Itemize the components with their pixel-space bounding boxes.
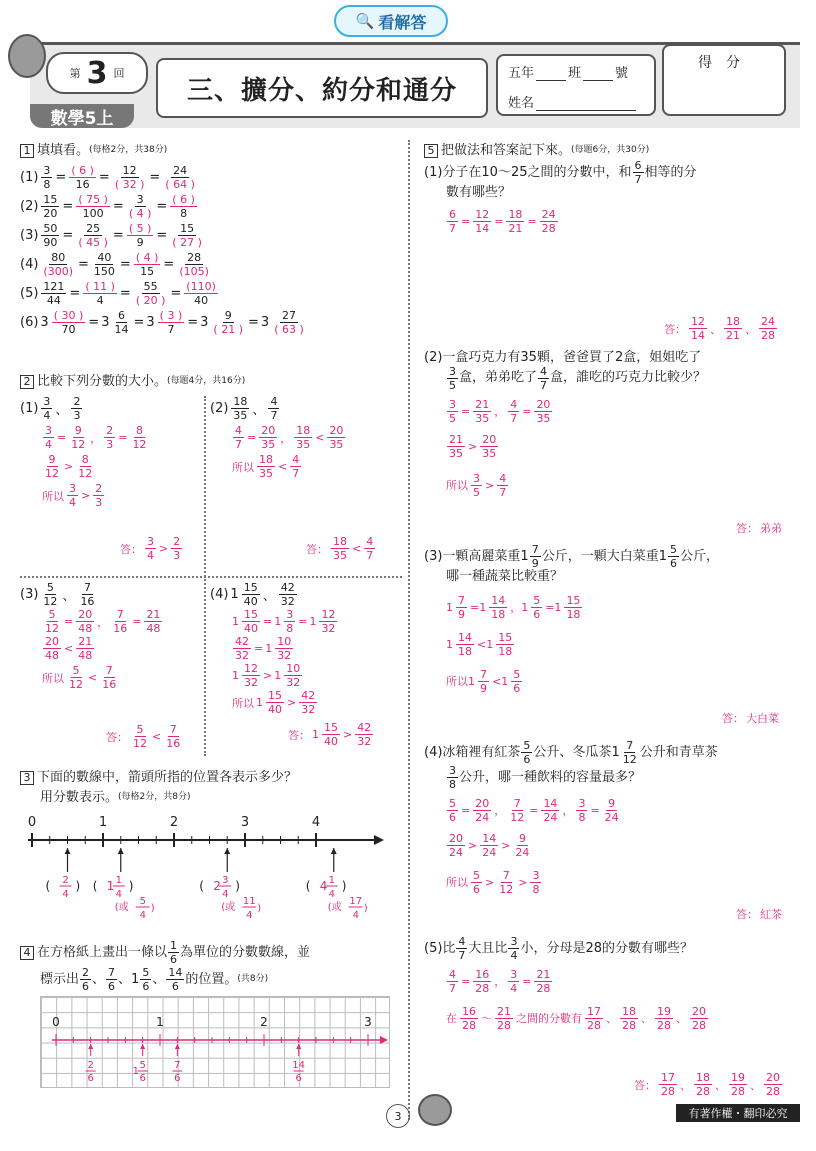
- s5-q5: (5)比 $\frac{4}{7}$ 大且比 $\frac{3}{4}$ 小，分母是28的分數有哪些？ $\frac{4}{7}$ = $\frac{16}{28}$ ， $\frac{3}{4}$ = $\frac{21}{28}$ 在 $\frac{16}{28}$ ～ $\frac{21}{28}$ 之間的分數有 $\frac{17}{28}$ 、 $\frac{18}{28}$ 、 $\frac{19}{28}$ 、 $\frac{20}{28}$: [424, 935, 706, 1032]
- fill-row: (3) $\frac{50}{90}$ = $\frac{25}{( 45 )}$ = $\frac{( 5 )}{9}$ = $\frac{15}{( 27 )}$: [20, 222, 202, 249]
- fraction: $\frac{( 5 )}{9}$: [128, 222, 152, 249]
- fraction: $\frac{9}{( 21 )}$: [213, 309, 243, 336]
- section-1-rows: [20, 165, 307, 339]
- fraction: $\frac{3}{8}$: [43, 164, 51, 191]
- fraction: $\frac{55}{( 20 )}$: [135, 280, 166, 307]
- fraction: $\frac{20}{48}$: [45, 635, 59, 662]
- whole: 1: [106, 879, 115, 893]
- fraction: $\frac{20}{24}$: [475, 797, 490, 824]
- s5-q2: (2)一盒巧克力有35顆，爸爸買了2盒，姐姐吃了 $\frac{3}{5}$ 盒，弟弟吃了 $\frac{4}{7}$ 盒，誰吃的巧克力比較少？ $\frac{3}{5}$ = $\frac{21}{35}$ ， $\frac{4}{7}$ = $\frac{20}{35}$ $\frac{21}{35}$ > $\frac{20}{35}$ 所以 $\frac{3}{5}$ > $\frac{4}{7}$: [424, 350, 707, 499]
- alt-numerator: 5: [139, 896, 146, 907]
- s5-q3-answer: 答： 大白菜: [722, 712, 779, 725]
- fraction: $\frac{18}{35}$: [233, 395, 248, 422]
- answer-label: [199, 875, 261, 921]
- fraction: $\frac{2}{3}$: [173, 535, 181, 562]
- fraction: $\frac{5}{6}$: [513, 667, 521, 695]
- numerator: 1: [115, 875, 122, 886]
- fraction: $\frac{18}{35}$: [333, 535, 347, 562]
- tick-label: 3: [240, 815, 250, 830]
- mark-label: [133, 1060, 148, 1084]
- fraction: $\frac{4}{7}$: [458, 935, 466, 962]
- tick-label: 2: [260, 1015, 268, 1029]
- fraction: $\frac{17}{28}$: [587, 1005, 601, 1032]
- fraction: $\frac{21}{28}$: [497, 1005, 511, 1032]
- s2-q4-answer: 答： 1 $\frac{15}{40}$ > $\frac{42}{32}$: [288, 721, 372, 748]
- tick-label: 1: [156, 1015, 164, 1029]
- fraction: $\frac{3}{4}$: [45, 424, 52, 451]
- fraction: $\frac{14}{24}$: [482, 832, 497, 859]
- fraction: $\frac{12}{14}$: [475, 207, 490, 235]
- fraction: $\frac{7}{12}$: [510, 797, 525, 824]
- fraction: $\frac{5}{6}$: [449, 797, 456, 824]
- fraction: $\frac{7}{12}$: [499, 869, 514, 896]
- fraction: $\frac{15}{( 27 )}$: [172, 222, 202, 249]
- fraction: $\frac{3}{( 4 )}$: [128, 193, 152, 220]
- pointer-arrowhead: [331, 848, 337, 854]
- mark-denominator: 6: [139, 1073, 146, 1084]
- fraction: $\frac{14}{6}$: [168, 966, 183, 993]
- fraction: $\frac{24}{28}$: [541, 207, 556, 235]
- subject-tab: 數學5上: [30, 104, 134, 128]
- s5-q1-answer: 答： $\frac{12}{14}$ 、 $\frac{18}{21}$ 、 $\frac{24}{28}$: [664, 315, 775, 342]
- section-1-title: 1 填填看。 (每格2分，共38分): [20, 143, 167, 159]
- fraction: $\frac{7}{16}$: [113, 608, 128, 635]
- page-number: 3: [386, 1104, 410, 1128]
- fraction: $\frac{42}{32}$: [357, 721, 372, 748]
- lesson-badge: 第 3 回: [46, 52, 148, 94]
- whole: 2: [213, 879, 221, 893]
- alt-numerator: 17: [349, 896, 363, 907]
- fraction: $\frac{17}{28}$: [661, 1071, 675, 1098]
- section-3-title: 3 下面的數線中，箭頭所指的位置各表示多少？ 用分數表示。 (每格2分，共8分): [20, 770, 297, 805]
- number-line-4: [40, 996, 400, 1088]
- section-2-title: 2 比較下列分數的大小。 (每題4分，共16分): [20, 374, 245, 390]
- alt-denominator: 4: [246, 910, 253, 921]
- magnifier-icon: 🔍: [355, 12, 375, 30]
- fraction: $\frac{9}{24}$: [515, 832, 530, 859]
- fraction: $\frac{5}{6}$: [523, 739, 531, 766]
- fraction: $\frac{15}{18}$: [498, 630, 513, 658]
- fraction: $\frac{3}{8}$: [286, 608, 294, 635]
- alt-paren: ): [363, 903, 368, 914]
- fill-row: (4) $\frac{80}{(300)}$ = $\frac{40}{150}$ = $\frac{( 4 )}{15}$ = $\frac{28}{(105)}$: [20, 251, 209, 278]
- fraction: $\frac{5}{6}$: [670, 543, 677, 570]
- fraction: $\frac{20}{35}$: [261, 424, 276, 451]
- fill-row: (5) $\frac{121}{44}$ = $\frac{( 11 )}{4}$ = $\frac{55}{( 20 )}$ = $\frac{(110)}{40}$: [20, 280, 216, 307]
- answer-label: [93, 875, 155, 921]
- fraction: $\frac{1}{6}$: [170, 939, 178, 966]
- fraction: $\frac{4}{7}$: [366, 535, 374, 562]
- fraction: $\frac{25}{( 45 )}$: [78, 222, 108, 249]
- fraction: $\frac{10}{32}$: [277, 635, 292, 662]
- fraction: $\frac{18}{21}$: [726, 315, 740, 342]
- or-label: (或: [327, 902, 342, 913]
- answer-label: [306, 875, 368, 921]
- pointer-arrowhead: [118, 848, 124, 854]
- s5-q3: (3)一顆高麗菜重 1 $\frac{7}{9}$ 公斤，一顆大白菜重 1 $\frac{5}{6}$ 公斤， 哪一種蔬菜比較重？ 1 $\frac{7}{9}$ =1 $\frac{14}{18}$ ，1 $\frac{5}{6}$ =1 $\frac{15}{18}$ 1 $\frac{14}{18}$ <1 $\frac{15}{18}$ 所以1 $\frac{7}{9}$ <1 $\frac{5}{6}$: [424, 543, 720, 695]
- fraction: $\frac{16}{28}$: [475, 968, 490, 995]
- fraction: $\frac{15}{40}$: [324, 721, 338, 748]
- tick-label: 2: [169, 815, 179, 830]
- fraction: $\frac{50}{90}$: [43, 222, 58, 249]
- section-5-title: 5 把做法和答案記下來。 (每題6分，共30分): [424, 143, 649, 159]
- mark-label: [292, 1060, 305, 1084]
- denominator: 4: [62, 889, 69, 900]
- fraction: $\frac{3}{4}$: [147, 535, 154, 562]
- fraction: $\frac{12}{32}$: [244, 662, 258, 689]
- fraction: $\frac{5}{6}$: [473, 869, 480, 896]
- paren: (: [305, 879, 311, 893]
- tick-label: 0: [52, 1015, 60, 1029]
- fraction: $\frac{3}{8}$: [449, 764, 456, 791]
- mark-arrowhead: [296, 1044, 301, 1049]
- or-label: (或: [221, 902, 236, 913]
- fraction: $\frac{80}{(300)}$: [43, 251, 74, 278]
- fraction: $\frac{( 3 )}{7}$: [159, 309, 183, 336]
- pointer-arrowhead: [65, 848, 71, 854]
- fraction: $\frac{( 11 )}{4}$: [85, 280, 115, 307]
- student-info-box: 五年 班 號 姓名: [496, 54, 656, 116]
- paren: ): [128, 879, 134, 893]
- fraction: $\frac{3}{8}$: [532, 869, 540, 896]
- fraction: $\frac{6}{7}$: [449, 207, 456, 235]
- fraction: $\frac{18}{35}$: [296, 424, 311, 451]
- fraction: $\frac{2}{6}$: [82, 966, 90, 993]
- alt-paren: ): [257, 903, 262, 914]
- or-label: (或: [114, 902, 129, 913]
- fraction: $\frac{15}{40}$: [268, 689, 282, 716]
- fraction: $\frac{21}{48}$: [78, 635, 93, 662]
- number-line-3: [20, 812, 400, 922]
- mark-label: [86, 1060, 96, 1084]
- denominator: 4: [222, 889, 229, 900]
- fraction: $\frac{4}{7}$: [235, 424, 242, 451]
- whole: 4: [319, 879, 328, 893]
- alt-paren: ): [150, 903, 155, 914]
- fraction: $\frac{3}{8}$: [578, 797, 586, 824]
- fraction: $\frac{18}{35}$: [259, 453, 273, 480]
- fraction: $\frac{12}{32}$: [321, 608, 336, 635]
- fraction: $\frac{14}{24}$: [543, 797, 558, 824]
- arrow-head: [380, 1036, 388, 1044]
- fraction: $\frac{28}{(105)}$: [179, 251, 209, 278]
- mark-whole: 1: [132, 1066, 140, 1077]
- fraction: $\frac{9}{12}$: [45, 453, 59, 480]
- paren: ): [235, 879, 240, 893]
- fraction: $\frac{5}{12}$: [43, 581, 58, 608]
- s5-q4: (4)冰箱裡有紅茶 $\frac{5}{6}$ 公升、冬瓜茶 1 $\frac{7}{12}$ 公升和青草茶 $\frac{3}{8}$ 公升，哪一種飲料的容量最多？ $\frac{5}{6}$ = $\frac{20}{24}$ ， $\frac{7}{12}$ = $\frac{14}{24}$ ， $\frac{3}{8}$ = $\frac{9}{24}$ $\frac{20}{24}$ > $\frac{14}{24}$ > $\frac{9}{24}$ 所以 $\frac{5}{6}$ > $\frac{7}{12}$ > $\frac{3}{8}$: [424, 739, 718, 896]
- fraction: $\frac{3}{4}$: [43, 395, 51, 422]
- fraction: $\frac{7}{16}$: [166, 723, 181, 750]
- fraction: $\frac{9}{12}$: [71, 424, 86, 451]
- fraction: $\frac{2}{3}$: [73, 395, 81, 422]
- fraction: $\frac{(110)}{40}$: [186, 280, 216, 307]
- fraction: $\frac{24}{( 64 )}$: [165, 164, 195, 191]
- fill-row: (6) 3 $\frac{( 30 )}{70}$ = 3 $\frac{6}{14}$ = 3 $\frac{( 3 )}{7}$ = 3 $\frac{9}{( 21 )}$ = 3 $\frac{27}{( 63 )}$: [20, 309, 304, 336]
- s5-q5-answer: 答： $\frac{17}{28}$ 、 $\frac{18}{28}$ 、 $\frac{19}{28}$ 、 $\frac{20}{28}$: [634, 1071, 780, 1098]
- fraction: $\frac{16}{28}$: [462, 1005, 476, 1032]
- fraction: $\frac{( 75 )}{100}$: [78, 193, 108, 220]
- fraction: $\frac{( 30 )}{70}$: [53, 309, 84, 336]
- fraction: $\frac{10}{32}$: [286, 662, 301, 689]
- mascot-icon: [8, 34, 46, 78]
- fraction: $\frac{7}{16}$: [80, 581, 95, 608]
- fill-row: (2) $\frac{15}{20}$ = $\frac{( 75 )}{100}$ = $\frac{3}{( 4 )}$ = $\frac{( 6 )}{8}$: [20, 193, 195, 220]
- fraction: $\frac{14}{18}$: [458, 630, 472, 658]
- fraction: $\frac{3}{4}$: [510, 935, 518, 962]
- s2-q4: (4) 1 $\frac{15}{40}$ 、 $\frac{42}{32}$ 1 $\frac{15}{40}$ = 1 $\frac{3}{8}$ = 1 $\frac{12}{32}$ $\frac{42}{32}$ = 1 $\frac{10}{32}$ 1 $\frac{12}{32}$ > 1 $\frac{10}{32}$ 所以 1 $\frac{15}{40}$ > $\frac{42}{32}$: [210, 581, 336, 716]
- fraction: $\frac{( 6 )}{16}$: [71, 164, 94, 191]
- fraction: $\frac{19}{28}$: [731, 1071, 745, 1098]
- mark-numerator: 14: [292, 1060, 306, 1071]
- fraction: $\frac{21}{28}$: [536, 968, 551, 995]
- page-title: 三、擴分、約分和通分: [156, 58, 488, 118]
- fraction: $\frac{8}{12}$: [132, 424, 147, 451]
- score-box: 得 分: [662, 44, 786, 116]
- answer-label: [46, 875, 81, 900]
- s2-q2-answer: 答： $\frac{18}{35}$ < $\frac{4}{7}$: [306, 535, 374, 562]
- alt-denominator: 4: [139, 910, 146, 921]
- fraction: $\frac{7}{16}$: [102, 664, 117, 691]
- numerator: 1: [328, 875, 335, 886]
- fraction: $\frac{6}{14}$: [114, 309, 129, 336]
- fraction: $\frac{42}{32}$: [280, 581, 295, 608]
- fraction: $\frac{20}{28}$: [692, 1005, 706, 1032]
- s5-q2-answer: 答： 弟弟: [736, 522, 782, 535]
- pointer-arrowhead: [224, 848, 230, 854]
- fraction: $\frac{15}{40}$: [244, 608, 258, 635]
- tick-label: 4: [311, 815, 321, 830]
- mark-numerator: 2: [87, 1060, 94, 1071]
- fraction: $\frac{5}{6}$: [142, 966, 150, 993]
- fraction: $\frac{5}{12}$: [45, 608, 59, 635]
- paren: (: [45, 879, 51, 893]
- fraction: $\frac{3}{4}$: [69, 482, 76, 509]
- alt-numerator: 11: [242, 896, 256, 907]
- fraction: $\frac{121}{44}$: [43, 280, 65, 307]
- arrow-head: [374, 835, 384, 845]
- fraction: $\frac{15}{20}$: [43, 193, 58, 220]
- fraction: $\frac{7}{12}$: [622, 739, 637, 766]
- s2-q1: (1) $\frac{3}{4}$ 、 $\frac{2}{3}$ $\frac{3}{4}$ = $\frac{9}{12}$ ， $\frac{2}{3}$ = $\frac{8}{12}$ $\frac{9}{12}$ > $\frac{8}{12}$ 所以 $\frac{3}{4}$ > $\frac{2}{3}$: [20, 395, 147, 509]
- fraction: $\frac{20}{35}$: [329, 424, 344, 451]
- fraction: $\frac{14}{18}$: [491, 593, 506, 621]
- fraction: $\frac{21}{48}$: [146, 608, 161, 635]
- s2-q3: (3) $\frac{5}{12}$ 、 $\frac{7}{16}$ $\frac{5}{12}$ = $\frac{20}{48}$ ， $\frac{7}{16}$ = $\frac{21}{48}$ $\frac{20}{48}$ < $\frac{21}{48}$ 所以 $\frac{5}{12}$ < $\frac{7}{16}$: [20, 581, 161, 691]
- fraction: $\frac{20}{28}$: [766, 1071, 780, 1098]
- fraction: $\frac{7}{6}$: [108, 966, 116, 993]
- fraction: $\frac{5}{12}$: [69, 664, 83, 691]
- fraction: $\frac{27}{( 63 )}$: [274, 309, 304, 336]
- copyright: 有著作權・翻印必究: [676, 1104, 800, 1122]
- alt-denominator: 4: [352, 910, 359, 921]
- paren: ): [75, 879, 81, 893]
- fraction: $\frac{18}{28}$: [622, 1005, 636, 1032]
- footer-mascot-icon: [418, 1094, 452, 1126]
- mark-denominator: 6: [295, 1073, 302, 1084]
- fraction: $\frac{8}{12}$: [78, 453, 93, 480]
- mark-arrowhead: [175, 1044, 180, 1049]
- fraction: $\frac{5}{6}$: [533, 593, 541, 621]
- fraction: $\frac{4}{7}$: [292, 453, 300, 480]
- fraction: $\frac{40}{150}$: [93, 251, 115, 278]
- s2-q3-answer: 答： $\frac{5}{12}$ < $\frac{7}{16}$: [106, 723, 181, 750]
- s2-q2: (2) $\frac{18}{35}$ 、 $\frac{4}{7}$ $\frac{4}{7}$ = $\frac{20}{35}$ ， $\frac{18}{35}$ < $\frac{20}{35}$ 所以 $\frac{18}{35}$ < $\frac{4}{7}$: [210, 395, 344, 480]
- fraction: $\frac{18}{28}$: [696, 1071, 710, 1098]
- fraction: $\frac{18}{21}$: [508, 207, 523, 235]
- fraction: $\frac{9}{24}$: [604, 797, 619, 824]
- section-4-title: 4 在方格紙上畫出一條以 $\frac{1}{6}$ 為單位的分數數線，並 標示出 $\frac{2}{6}$ 、 $\frac{7}{6}$ 、 1 $\frac{5}{6}$ 、 $\frac{14}{6}$ 的位置。 (共8分): [20, 940, 310, 992]
- mark-denominator: 6: [174, 1073, 181, 1084]
- fraction: $\frac{7}{9}$: [458, 593, 465, 621]
- fraction: $\frac{2}{3}$: [106, 424, 114, 451]
- s5-q4-answer: 答： 紅茶: [736, 908, 782, 921]
- s5-q1: (1)分子在10～25之間的分數中，和 $\frac{6}{7}$ 相等的分 數有哪些？ $\frac{6}{7}$ = $\frac{12}{14}$ = $\frac{18}{21}$ = $\frac{24}{28}$: [424, 159, 697, 235]
- s2-q1-answer: 答： $\frac{3}{4}$ > $\frac{2}{3}$: [120, 535, 181, 562]
- mark-numerator: 5: [139, 1060, 146, 1071]
- fraction: $\frac{20}{48}$: [78, 608, 93, 635]
- fraction: $\frac{6}{7}$: [634, 159, 642, 186]
- fill-row: (1) $\frac{3}{8}$ = $\frac{( 6 )}{16}$ = $\frac{12}{( 32 )}$ = $\frac{24}{( 64 )}$: [20, 164, 195, 191]
- fraction: $\frac{15}{18}$: [566, 593, 581, 621]
- tick-label: 3: [364, 1015, 372, 1029]
- mark-denominator: 6: [87, 1073, 94, 1084]
- paren: (: [92, 879, 98, 893]
- paren: ): [341, 879, 347, 893]
- mark-arrowhead: [88, 1044, 93, 1049]
- section-2-hdivider: [20, 576, 402, 578]
- fraction: $\frac{3}{4}$: [510, 968, 518, 995]
- fraction: $\frac{4}{7}$: [270, 395, 278, 422]
- view-answers-button[interactable]: 🔍 看解答: [334, 5, 448, 37]
- numerator: 3: [222, 875, 229, 886]
- fraction: $\frac{2}{3}$: [95, 482, 103, 509]
- fraction: $\frac{7}{9}$: [480, 667, 487, 695]
- numerator: 2: [62, 875, 69, 886]
- fraction: $\frac{( 6 )}{8}$: [172, 193, 195, 220]
- fraction: $\frac{12}{14}$: [691, 315, 705, 342]
- fraction: $\frac{42}{32}$: [301, 689, 316, 716]
- fraction: $\frac{20}{24}$: [449, 832, 463, 859]
- fraction: $\frac{5}{12}$: [133, 723, 147, 750]
- denominator: 4: [328, 889, 335, 900]
- fraction: $\frac{12}{( 32 )}$: [114, 164, 145, 191]
- tick-label: 1: [98, 815, 108, 830]
- fraction: $\frac{4}{7}$: [449, 968, 456, 995]
- fraction: $\frac{15}{40}$: [243, 581, 258, 608]
- column-divider: [408, 140, 410, 1120]
- tick-label: 0: [27, 815, 37, 830]
- fraction: $\frac{( 4 )}{15}$: [135, 251, 159, 278]
- mark-label: [172, 1060, 182, 1084]
- fraction: $\frac{24}{28}$: [761, 315, 775, 342]
- fraction: $\frac{7}{9}$: [531, 543, 539, 570]
- paren: (: [199, 879, 204, 893]
- fraction: $\frac{19}{28}$: [657, 1005, 671, 1032]
- mark-arrowhead: [140, 1044, 145, 1049]
- denominator: 4: [115, 889, 122, 900]
- fraction: $\frac{42}{32}$: [235, 635, 249, 662]
- mark-numerator: 7: [174, 1060, 181, 1071]
